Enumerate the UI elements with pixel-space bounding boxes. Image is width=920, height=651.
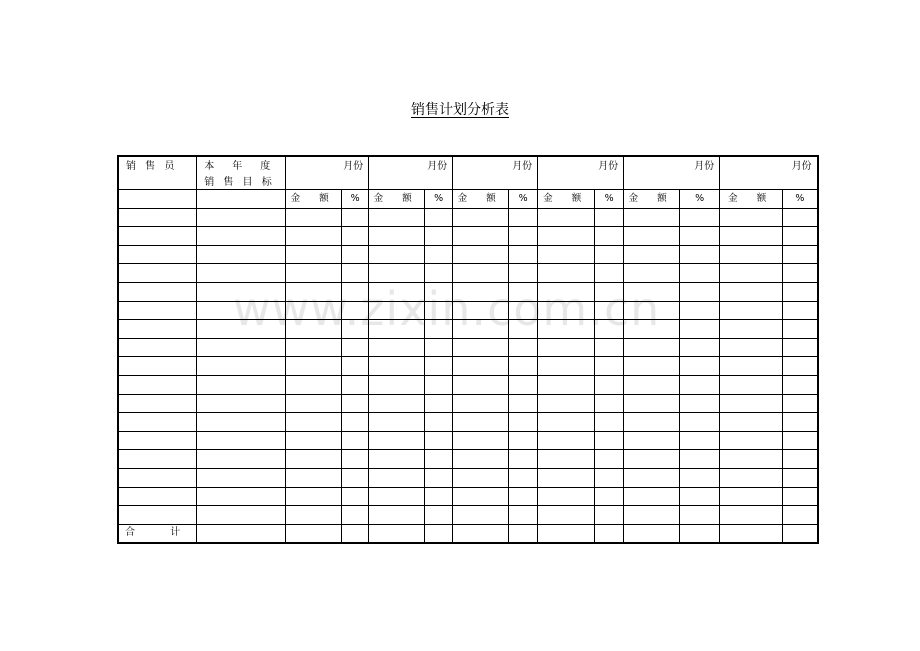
table-row [118,301,818,320]
percent-header: % [595,190,624,209]
table-cell[interactable] [286,245,342,264]
total-label: 合 计 [118,524,197,543]
table-cell[interactable] [595,245,624,264]
table-cell[interactable] [680,357,720,376]
table-cell[interactable] [369,282,425,301]
salesperson-header: 销 售 员 [118,156,197,190]
table-row [118,506,818,525]
table-cell[interactable] [342,487,369,506]
table-cell[interactable] [680,245,720,264]
table-cell[interactable] [369,506,425,525]
table-cell[interactable] [720,338,783,357]
amount-header: 金 额 [286,190,342,209]
table-cell[interactable] [509,208,538,227]
table-cell[interactable] [453,431,509,450]
table-cell[interactable] [538,468,595,487]
table-cell[interactable] [720,450,783,469]
table-cell[interactable] [286,375,342,394]
table-row [118,394,818,413]
table-cell[interactable] [538,524,595,543]
table-cell[interactable] [680,487,720,506]
table-cell[interactable] [453,506,509,525]
table-cell[interactable] [197,468,286,487]
table-cell[interactable] [369,413,425,432]
table-cell[interactable] [783,227,818,246]
table-cell[interactable] [342,282,369,301]
table-cell[interactable] [118,208,197,227]
table-cell[interactable] [197,506,286,525]
table-cell[interactable] [286,264,342,283]
table-cell[interactable] [453,357,509,376]
table-cell[interactable] [453,524,509,543]
blank-cell [197,190,286,209]
table-cell[interactable] [624,357,680,376]
table-cell[interactable] [369,320,425,339]
table-cell[interactable] [783,394,818,413]
month-header: 月份 [369,156,453,190]
table-cell[interactable] [425,487,453,506]
table-cell[interactable] [538,264,595,283]
table-cell[interactable] [720,413,783,432]
table-cell[interactable] [624,264,680,283]
table-cell[interactable] [680,431,720,450]
table-cell[interactable] [509,357,538,376]
table-cell[interactable] [286,301,342,320]
table-cell[interactable] [453,375,509,394]
table-cell[interactable] [595,357,624,376]
table-cell[interactable] [286,413,342,432]
table-cell[interactable] [538,506,595,525]
table-cell[interactable] [720,375,783,394]
table-cell[interactable] [680,227,720,246]
table-cell[interactable] [680,282,720,301]
table-cell[interactable] [538,413,595,432]
table-row [118,375,818,394]
table-cell[interactable] [369,524,425,543]
table-cell[interactable] [342,320,369,339]
table-cell[interactable] [783,282,818,301]
table-cell[interactable] [453,487,509,506]
table-cell[interactable] [118,357,197,376]
table-cell[interactable] [342,413,369,432]
table-row [118,431,818,450]
table-cell[interactable] [680,413,720,432]
table-cell[interactable] [595,282,624,301]
table-cell[interactable] [453,450,509,469]
table-cell[interactable] [369,338,425,357]
table-cell[interactable] [197,301,286,320]
annual-target-header: 本 年 度 销 售 目 标 [197,156,286,190]
table-cell[interactable] [118,431,197,450]
percent-header: % [425,190,453,209]
table-cell[interactable] [453,245,509,264]
month-header: 月份 [720,156,818,190]
table-cell[interactable] [342,468,369,487]
table-cell[interactable] [342,301,369,320]
table-cell[interactable] [509,524,538,543]
table-cell[interactable] [369,264,425,283]
table-cell[interactable] [425,468,453,487]
table-cell[interactable] [118,282,197,301]
table-cell[interactable] [720,468,783,487]
table-cell[interactable] [197,487,286,506]
percent-header: % [680,190,720,209]
table-cell[interactable] [720,227,783,246]
table-cell[interactable] [197,245,286,264]
table-cell[interactable] [783,357,818,376]
table-cell[interactable] [783,338,818,357]
table-cell[interactable] [118,301,197,320]
blank-cell [118,190,197,209]
table-cell[interactable] [720,431,783,450]
table-cell[interactable] [118,413,197,432]
table-cell[interactable] [197,227,286,246]
table-row [118,245,818,264]
table-cell[interactable] [624,524,680,543]
month-header: 月份 [286,156,369,190]
table-row [118,264,818,283]
table-cell[interactable] [680,468,720,487]
month-header: 月份 [538,156,624,190]
table-cell[interactable] [509,301,538,320]
table-cell[interactable] [624,394,680,413]
table-cell[interactable] [624,375,680,394]
table-cell[interactable] [342,524,369,543]
table-cell[interactable] [509,375,538,394]
table-cell[interactable] [720,264,783,283]
table-row [118,450,818,469]
table-cell[interactable] [197,375,286,394]
table-cell[interactable] [286,320,342,339]
table-cell[interactable] [197,264,286,283]
table-cell[interactable] [369,487,425,506]
table-cell[interactable] [509,431,538,450]
table-cell[interactable] [538,375,595,394]
table-cell[interactable] [680,208,720,227]
table-row [118,320,818,339]
table-cell[interactable] [680,264,720,283]
table-cell[interactable] [720,394,783,413]
table-cell[interactable] [595,450,624,469]
month-header: 月份 [624,156,720,190]
table-cell[interactable] [509,264,538,283]
table-cell[interactable] [509,487,538,506]
table-cell[interactable] [118,320,197,339]
table-cell[interactable] [425,338,453,357]
percent-header: % [342,190,369,209]
table-cell[interactable] [624,301,680,320]
table-cell[interactable] [118,450,197,469]
table-cell[interactable] [425,506,453,525]
table-cell[interactable] [118,375,197,394]
table-cell[interactable] [509,394,538,413]
table-cell[interactable] [783,431,818,450]
table-cell[interactable] [783,264,818,283]
table-row [118,227,818,246]
table-cell[interactable] [680,301,720,320]
table-cell[interactable] [680,394,720,413]
table-cell[interactable] [509,450,538,469]
table-cell[interactable] [342,245,369,264]
table-cell[interactable] [425,450,453,469]
table-cell[interactable] [369,394,425,413]
table-cell[interactable] [425,357,453,376]
table-cell[interactable] [720,245,783,264]
table-row [118,357,818,376]
table-cell[interactable] [509,320,538,339]
table-cell[interactable] [118,506,197,525]
table-cell[interactable] [342,338,369,357]
table-cell[interactable] [624,468,680,487]
table-cell[interactable] [783,301,818,320]
table-cell[interactable] [595,468,624,487]
table-cell[interactable] [369,468,425,487]
table-cell[interactable] [680,450,720,469]
table-cell[interactable] [680,375,720,394]
amount-header: 金 额 [453,190,509,209]
table-cell[interactable] [286,394,342,413]
table-cell[interactable] [720,487,783,506]
table-cell[interactable] [595,320,624,339]
table-cell[interactable] [538,301,595,320]
watermark: www.zixin.com.cn [233,282,661,336]
table-cell[interactable] [197,357,286,376]
table-cell[interactable] [425,245,453,264]
table-cell[interactable] [783,208,818,227]
table-cell[interactable] [509,227,538,246]
table-cell[interactable] [118,245,197,264]
table-cell[interactable] [453,413,509,432]
table-cell[interactable] [595,506,624,525]
table-cell[interactable] [624,506,680,525]
table-cell[interactable] [425,227,453,246]
total-row [118,524,818,543]
table-cell[interactable] [680,320,720,339]
table-cell[interactable] [595,524,624,543]
table-cell[interactable] [197,208,286,227]
table-cell[interactable] [453,264,509,283]
table-cell[interactable] [538,450,595,469]
table-cell[interactable] [342,506,369,525]
table-cell[interactable] [595,227,624,246]
table-cell[interactable] [197,450,286,469]
table-cell[interactable] [197,320,286,339]
table-cell[interactable] [425,282,453,301]
table-cell[interactable] [595,487,624,506]
table-cell[interactable] [783,413,818,432]
table-cell[interactable] [425,320,453,339]
header-row [118,156,818,190]
table-cell[interactable] [197,282,286,301]
table-cell[interactable] [425,301,453,320]
table-row [118,487,818,506]
table-cell[interactable] [624,208,680,227]
table-cell[interactable] [624,487,680,506]
table-cell[interactable] [509,338,538,357]
table-cell[interactable] [118,394,197,413]
table-cell[interactable] [425,431,453,450]
table-cell[interactable] [118,487,197,506]
table-cell[interactable] [369,227,425,246]
table-cell[interactable] [624,431,680,450]
table-cell[interactable] [425,208,453,227]
table-cell[interactable] [538,227,595,246]
table-cell[interactable] [342,208,369,227]
table-cell[interactable] [624,245,680,264]
subheader-row [118,190,818,209]
table-cell[interactable] [595,413,624,432]
table-cell[interactable] [453,320,509,339]
table-cell[interactable] [286,282,342,301]
amount-header: 金 额 [624,190,680,209]
table-cell[interactable] [509,468,538,487]
table-cell[interactable] [720,320,783,339]
table-cell[interactable] [720,506,783,525]
table-cell[interactable] [369,245,425,264]
table-cell[interactable] [624,227,680,246]
table-cell[interactable] [286,450,342,469]
table-row [118,338,818,357]
table-cell[interactable] [538,394,595,413]
table-cell[interactable] [286,208,342,227]
table-cell[interactable] [595,431,624,450]
table-cell[interactable] [342,375,369,394]
table-cell[interactable] [453,282,509,301]
table-cell[interactable] [783,375,818,394]
table-cell[interactable] [197,394,286,413]
table-cell[interactable] [595,338,624,357]
table-cell[interactable] [369,431,425,450]
table-cell[interactable] [286,468,342,487]
table-cell[interactable] [425,375,453,394]
table-cell[interactable] [197,524,286,543]
sales-plan-table [117,155,819,544]
table-cell[interactable] [538,320,595,339]
table-cell[interactable] [624,413,680,432]
table-cell[interactable] [369,357,425,376]
table-row [118,468,818,487]
table-cell[interactable] [286,338,342,357]
table-cell[interactable] [118,227,197,246]
table-cell[interactable] [624,320,680,339]
table-cell[interactable] [425,413,453,432]
table-cell[interactable] [538,245,595,264]
table-cell[interactable] [624,450,680,469]
table-cell[interactable] [286,506,342,525]
table-cell[interactable] [720,357,783,376]
amount-header: 金 额 [720,190,783,209]
table-cell[interactable] [453,301,509,320]
table-row [118,208,818,227]
table-cell[interactable] [538,487,595,506]
table-cell[interactable] [595,394,624,413]
table-cell[interactable] [509,282,538,301]
table-cell[interactable] [538,431,595,450]
table-cell[interactable] [425,264,453,283]
table-row [118,282,818,301]
table-cell[interactable] [783,245,818,264]
table-cell[interactable] [509,245,538,264]
table-cell[interactable] [425,394,453,413]
table-cell[interactable] [538,282,595,301]
table-cell[interactable] [369,208,425,227]
table-row [118,413,818,432]
table-cell[interactable] [369,301,425,320]
table-cell[interactable] [453,338,509,357]
table-cell[interactable] [342,357,369,376]
table-cell[interactable] [595,264,624,283]
table-cell[interactable] [342,450,369,469]
table-cell[interactable] [118,468,197,487]
table-cell[interactable] [720,301,783,320]
table-cell[interactable] [286,357,342,376]
table-cell[interactable] [624,338,680,357]
percent-header: % [509,190,538,209]
table-cell[interactable] [453,208,509,227]
table-cell[interactable] [538,357,595,376]
table-cell[interactable] [509,506,538,525]
table-cell[interactable] [342,264,369,283]
table-cell[interactable] [369,375,425,394]
amount-header: 金 额 [369,190,425,209]
page-title: 销售计划分析表 [411,102,509,118]
table-cell[interactable] [783,487,818,506]
table-cell[interactable] [783,468,818,487]
table-cell[interactable] [720,208,783,227]
table-cell[interactable] [538,208,595,227]
table-cell[interactable] [342,394,369,413]
table-cell[interactable] [342,227,369,246]
table-cell[interactable] [197,431,286,450]
table-cell[interactable] [680,524,720,543]
table-cell[interactable] [783,506,818,525]
month-header: 月份 [453,156,538,190]
table-cell[interactable] [680,506,720,525]
table-cell[interactable] [342,431,369,450]
table-cell[interactable] [118,264,197,283]
table-cell[interactable] [509,413,538,432]
table-cell[interactable] [783,450,818,469]
table-cell[interactable] [369,450,425,469]
table-cell[interactable] [197,413,286,432]
table-cell[interactable] [286,431,342,450]
table-cell[interactable] [286,487,342,506]
table-cell[interactable] [720,524,783,543]
amount-header: 金 额 [538,190,595,209]
table-cell[interactable] [624,282,680,301]
table-cell[interactable] [453,227,509,246]
table-cell[interactable] [595,375,624,394]
table-cell[interactable] [197,338,286,357]
table-cell[interactable] [783,524,818,543]
table-cell[interactable] [425,524,453,543]
table-cell[interactable] [453,468,509,487]
table-cell[interactable] [286,524,342,543]
table-cell[interactable] [595,301,624,320]
table-cell[interactable] [720,282,783,301]
table-cell[interactable] [783,320,818,339]
table-cell[interactable] [118,338,197,357]
table-cell[interactable] [680,338,720,357]
table-cell[interactable] [538,338,595,357]
percent-header: % [783,190,818,209]
table-cell[interactable] [286,227,342,246]
table-cell[interactable] [595,208,624,227]
table-cell[interactable] [453,394,509,413]
